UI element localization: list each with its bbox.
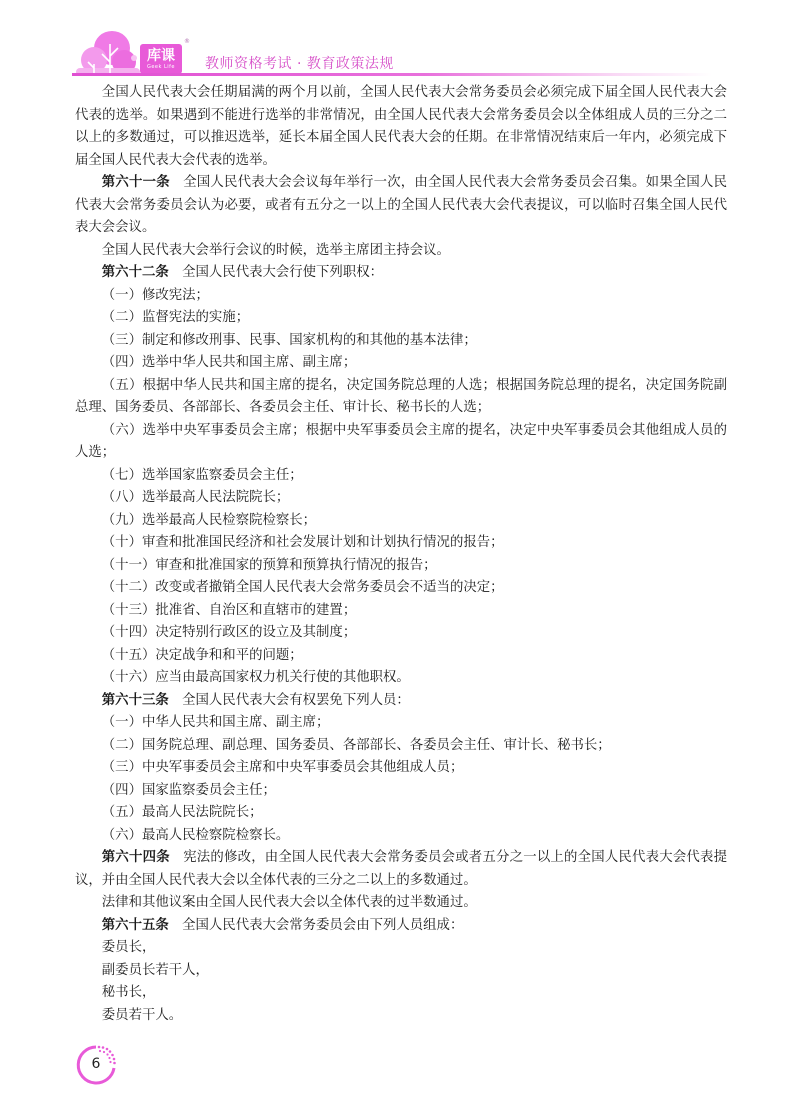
paragraph-text: （十六）应当由最高国家权力机关行使的其他职权。 bbox=[101, 670, 410, 685]
paragraph-text: （五）最高人民法院院长； bbox=[101, 805, 263, 820]
paragraph bbox=[75, 285, 727, 308]
paragraph bbox=[75, 82, 727, 172]
paragraph-text: 法律和其他议案由全国人民代表大会以全体代表的过半数通过。 bbox=[101, 895, 477, 910]
page-header bbox=[0, 0, 800, 80]
paragraph bbox=[75, 892, 727, 915]
trademark-mark: ® bbox=[184, 38, 190, 45]
page-number-badge bbox=[76, 1044, 122, 1088]
paragraph-text: （六）最高人民检察院检察长。 bbox=[101, 827, 290, 843]
paragraph-text: 全国人民代表大会常务委员会由下列人员组成： bbox=[182, 917, 464, 933]
paragraph bbox=[75, 240, 727, 263]
paragraph-text: （一）中华人民共和国主席、副主席； bbox=[101, 715, 330, 730]
paragraph-text: （三）制定和修改刑事、民事、国家机构的和其他的基本法律； bbox=[101, 332, 477, 348]
paragraph bbox=[75, 960, 727, 983]
brand-subtitle: Geek Life bbox=[146, 64, 176, 70]
article-number: 第六十三条 bbox=[101, 692, 169, 708]
paragraph bbox=[75, 600, 727, 623]
article-number: 第六十五条 bbox=[101, 917, 169, 933]
paragraph-text: 宪法的修改，由全国人民代表大会常务委员会或者五分之一以上的全国人民代表大会代表提议，并由全国人民代表大会以全体代表的三分之二以上的多数通过。 bbox=[75, 850, 728, 888]
paragraph bbox=[75, 712, 727, 735]
paragraph-text: 全国人民代表大会行使下列职权： bbox=[182, 265, 383, 280]
document-body bbox=[75, 82, 727, 1027]
article-paragraph bbox=[75, 262, 727, 285]
paragraph-text: （六）选举中央军事委员会主席；根据中央军事委员会主席的提名，决定中央军事委员会其他组成人员的人选； bbox=[75, 422, 727, 460]
paragraph-text: （七）选举国家监察委员会主任； bbox=[101, 467, 303, 483]
paragraph bbox=[75, 780, 727, 803]
article-paragraph bbox=[75, 690, 727, 713]
page-number: 6 bbox=[91, 1056, 101, 1072]
paragraph-text: （二）国务院总理、副总理、国务委员、各部部长、各委员会主任、审计长、秘书长； bbox=[101, 737, 611, 753]
paragraph-text: （十四）决定特别行政区的设立及其制度； bbox=[101, 625, 357, 640]
paragraph-text: （一）修改宪法； bbox=[101, 287, 209, 303]
paragraph bbox=[75, 352, 727, 375]
article-paragraph bbox=[75, 172, 727, 240]
paragraph-text: （四）国家监察委员会主任； bbox=[101, 782, 276, 798]
paragraph-text: （十一）审查和批准国家的预算和预算执行情况的报告； bbox=[101, 557, 437, 573]
tree-logo-icon bbox=[72, 30, 144, 78]
paragraph bbox=[75, 487, 727, 510]
paragraph bbox=[75, 825, 727, 848]
paragraph-text: （十三）批准省、自治区和直辖市的建置； bbox=[101, 602, 357, 618]
article-number: 第六十一条 bbox=[101, 175, 170, 190]
paragraph-text: 秘书长， bbox=[101, 985, 156, 1000]
article-paragraph bbox=[75, 847, 727, 892]
paragraph bbox=[75, 420, 727, 465]
paragraph bbox=[75, 667, 727, 690]
header-divider bbox=[72, 73, 712, 76]
paragraph bbox=[75, 510, 727, 533]
paragraph-text: （十）审查和批准国民经济和社会发展计划和计划执行情况的报告； bbox=[101, 535, 504, 550]
paragraph-text: 副委员长若干人， bbox=[101, 962, 209, 978]
paragraph bbox=[75, 622, 727, 645]
paragraph-text: 委员长， bbox=[101, 940, 156, 955]
paragraph-text: （九）选举最高人民检察院检察长； bbox=[101, 512, 317, 528]
article-number: 第六十二条 bbox=[101, 265, 169, 280]
paragraph-text: （十二）改变或者撤销全国人民代表大会常务委员会不适当的决定； bbox=[101, 580, 504, 595]
paragraph bbox=[75, 645, 727, 668]
paragraph bbox=[75, 532, 727, 555]
paragraph bbox=[75, 1005, 727, 1028]
paragraph bbox=[75, 375, 727, 420]
paragraph-text: （十五）决定战争和和平的问题； bbox=[101, 647, 303, 663]
paragraph-text: （四）选举中华人民共和国主席、副主席； bbox=[101, 355, 357, 370]
paragraph-text: （三）中央军事委员会主席和中央军事委员会其他组成人员； bbox=[101, 760, 464, 775]
book-section-title: 教师资格考试 · 教育政策法规 bbox=[205, 56, 394, 72]
paragraph bbox=[75, 577, 727, 600]
paragraph bbox=[75, 937, 727, 960]
paragraph-text: （五）根据中华人民共和国主席的提名，决定国务院总理的人选；根据国务院总理的提名，决定国务院副总理、国务委员、各部部长、各委员会主任、审计长、秘书长的人选； bbox=[75, 377, 727, 415]
paragraph bbox=[75, 982, 727, 1005]
paragraph bbox=[75, 735, 727, 758]
paragraph-text: 全国人民代表大会举行会议的时候，选举主席团主持会议。 bbox=[101, 242, 450, 258]
paragraph-text: 委员若干人。 bbox=[101, 1007, 183, 1023]
brand-name: 库课 bbox=[147, 48, 175, 64]
paragraph bbox=[75, 802, 727, 825]
paragraph bbox=[75, 307, 727, 330]
paragraph-text: （二）监督宪法的实施； bbox=[101, 310, 250, 325]
paragraph-text: 全国人民代表大会会议每年举行一次，由全国人民代表大会常务委员会召集。如果全国人民代表大会常务委员会认为必要，或者有五分之一以上的全国人民代表大会代表提议，可以临时召集全国人民代表大会会议。 bbox=[75, 175, 728, 235]
paragraph bbox=[75, 465, 727, 488]
paragraph-text: 全国人民代表大会有权罢免下列人员： bbox=[182, 692, 410, 708]
paragraph-text: 全国人民代表大会任期届满的两个月以前，全国人民代表大会常务委员会必须完成下届全国人民代表大会代表的选举。如果遇到不能进行选举的非常情况，由全国人民代表大会常务委员会以全体组成人员的三分之二以上的多数通过，可以推迟选举，延长本届全国人民代表大会的任期。在非常情况结束后一年内，必须完成下届全国人民代表大会代表的选举。 bbox=[75, 85, 727, 168]
article-number: 第六十四条 bbox=[101, 850, 170, 865]
paragraph bbox=[75, 330, 727, 353]
paragraph bbox=[75, 555, 727, 578]
paragraph-text: （八）选举最高人民法院院长； bbox=[101, 490, 290, 505]
article-paragraph bbox=[75, 915, 727, 938]
paragraph bbox=[75, 757, 727, 780]
brand-logo bbox=[140, 44, 182, 74]
